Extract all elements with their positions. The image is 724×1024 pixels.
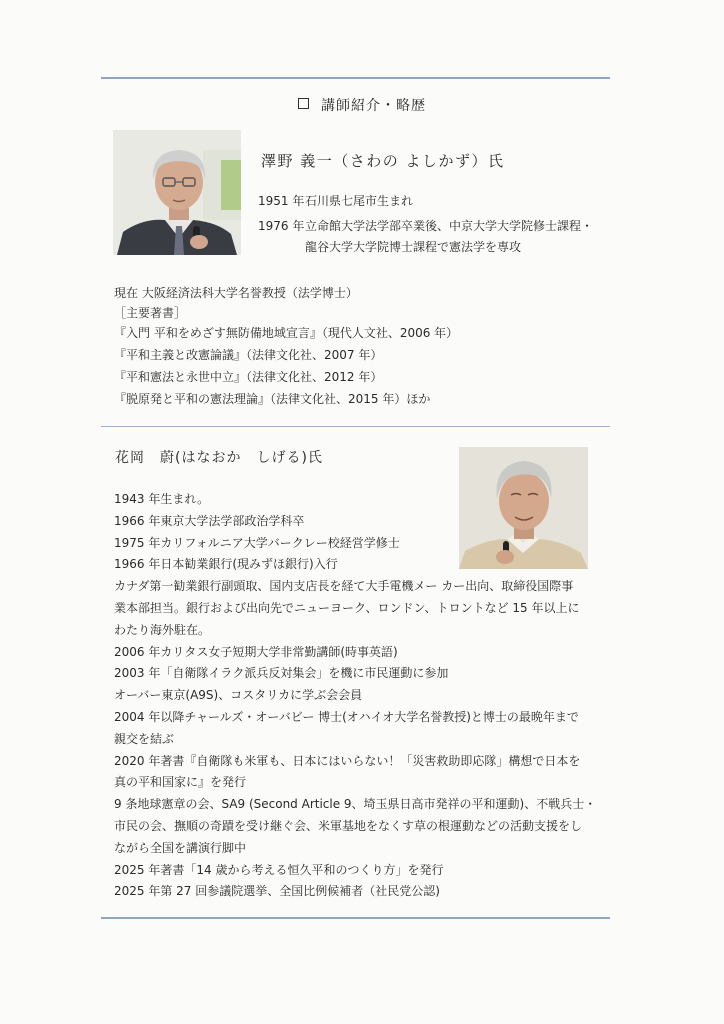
speaker2-bio-line: わたり海外駐在。 <box>114 622 211 637</box>
speaker2-bio-line: 1966 年日本勧業銀行(現みずほ銀行)入行 <box>114 557 338 572</box>
speaker2-bio-line: 2025 年第 27 回参議院選挙、全国比例候補者（社民党公認) <box>114 884 440 899</box>
speaker2-bio-line: 市民の会、撫順の奇蹟を受け継ぐ会、米軍基地をなくす草の根運動などの活動支援をし <box>114 818 583 833</box>
speaker1-history-row <box>258 191 413 211</box>
speaker1-name: 澤野 義一（さわの よしかず）氏 <box>261 152 505 170</box>
speaker2-bio-line: 2006 年カリタス女子短期大学非常勤講師(時事英語) <box>114 644 398 659</box>
speaker2-bio-line: 業本部担当。銀行および出向先でニューヨーク、ロンドン、トロントなど 15 年以上に <box>114 600 580 615</box>
speaker2-bio-line: 2020 年著書『自衛隊も米軍も、日本にはいらない！「災害救助即応隊」構想で日本を <box>114 753 581 768</box>
speaker1-photo <box>113 130 241 255</box>
speaker2-bio-line: 1975 年カリフォルニア大学バークレー校経営学修士 <box>114 535 400 550</box>
speaker2-name: 花岡 蔚(はなおか しげる)氏 <box>115 450 323 466</box>
speaker2-bio-line: 2025 年著書「14 歳から考える恒久平和のつくり方」を発行 <box>114 862 444 877</box>
section-title-text: 講師紹介・略歴 <box>321 98 426 114</box>
speaker2-bio-line: 親交を結ぶ <box>114 731 175 746</box>
speaker2-bio-line: オーバー東京(A9S)、コスタリカに学ぶ会会員 <box>114 688 363 703</box>
speaker1-works-label: ［主要著書］ <box>114 306 187 320</box>
top-divider <box>101 77 610 79</box>
section-title <box>0 95 724 115</box>
middle-divider <box>101 426 610 427</box>
speaker1-work-item: 『平和主義と改憲論議』（法律文化社、2007 年） <box>114 348 383 362</box>
speaker2-bio-line: 1966 年東京大学法学部政治学科卒 <box>114 513 305 528</box>
speaker2-biography <box>114 489 616 903</box>
speaker1-work-item: 『平和憲法と永世中立』（法律文化社、2012 年） <box>114 370 383 384</box>
speaker2-bio-line: 真の平和国家に』を発行 <box>114 775 247 790</box>
speaker2-bio-line: 1943 年生まれ。 <box>114 492 210 506</box>
speaker2-bio-line: 2003 年「自衛隊イラク派兵反対集会」を機に市民運動に参加 <box>114 666 449 681</box>
speaker1-work-item: 『入門 平和をめざす無防備地域宣言』（現代人文社、2006 年） <box>114 326 459 340</box>
speaker2-bio-line: カナダ第一勧業銀行副頭取、国内支店長を経て大手電機メー カー出向、取締役国際事 <box>114 579 574 594</box>
speaker1-history-row <box>258 216 593 236</box>
speaker1-portrait-icon <box>113 130 241 255</box>
speaker2-bio-line: 9 条地球憲章の会、SA9 (Second Article 9、埼玉県日高市発祥の平和運動)、不戦兵士・ <box>114 797 597 812</box>
speaker1-history-row <box>258 237 521 257</box>
history-text: 立命館大学法学部卒業後、中京大学大学院修士課程・ <box>305 219 594 233</box>
speaker1-work-item: 『脱原発と平和の憲法理論』（法律文化社、2015 年）ほか <box>114 392 431 406</box>
history-text: 龍谷大学大学院博士課程で憲法学を専攻 <box>305 240 522 254</box>
speaker2-bio-line: 2004 年以降チャールズ・オーバビー 博士(オハイオ大学名誉教授)と博士の最晩年まで <box>114 709 579 724</box>
bottom-divider <box>101 917 610 919</box>
history-year: 1976 年 <box>258 219 305 233</box>
checkbox-square-icon <box>298 98 309 109</box>
speaker2-bio-line: ながら全国を講演行脚中 <box>114 840 247 855</box>
speaker1-current-position: 現在 大阪経済法科大学名誉教授（法学博士） <box>114 286 358 300</box>
history-year: 1951 年 <box>258 194 305 208</box>
history-text: 石川県七尾市生まれ <box>305 194 414 208</box>
